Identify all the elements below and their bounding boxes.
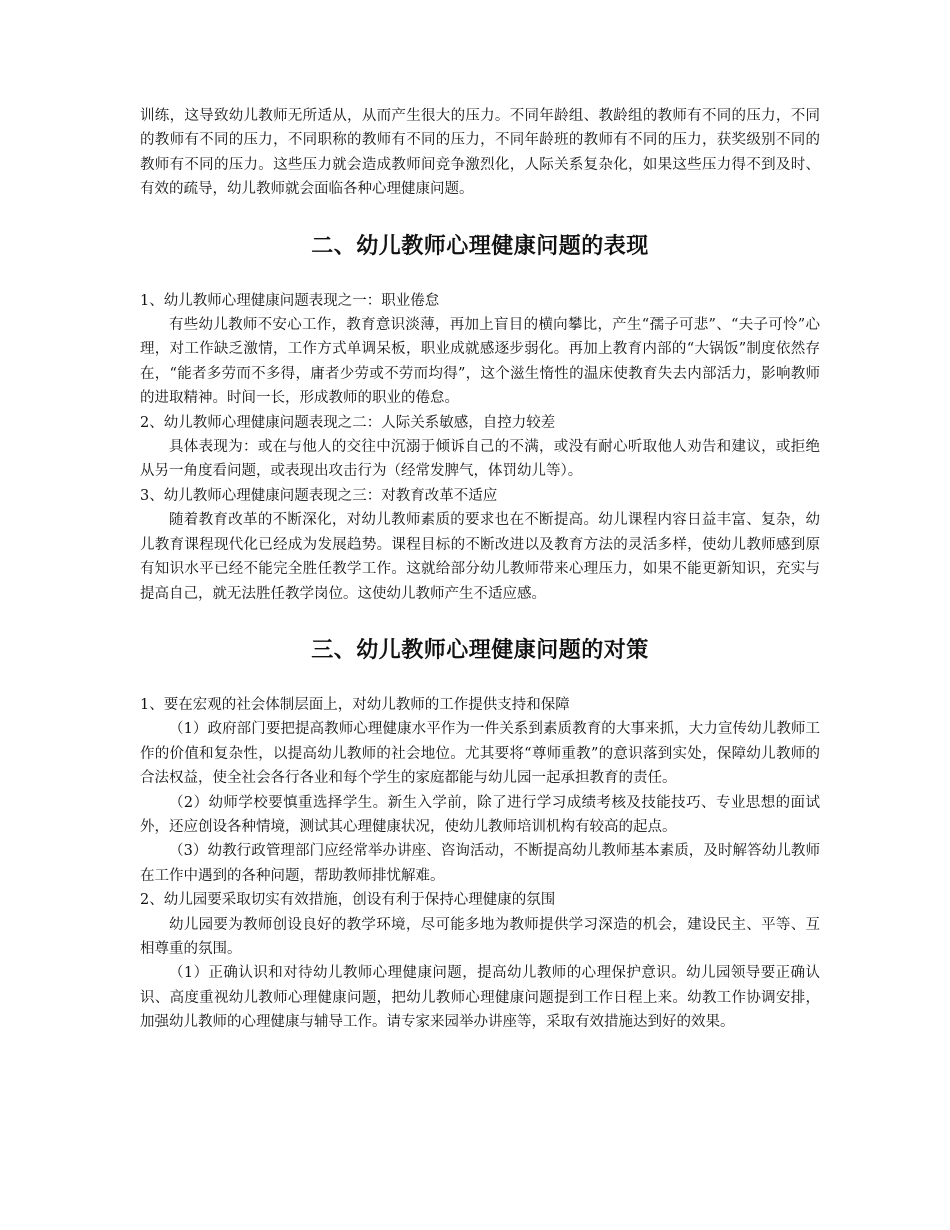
intro-paragraph: 训练，这导致幼儿教师无所适从，从而产生很大的压力。不同年龄组、教龄组的教师有不同的压力，不同的教师有不同的压力，不同职称的教师有不同的压力，不同年龄班的教师有不同的压力，获奖级别不同的教师有不同的压力。这些压力就会造成教师间竞争激烈化，人际关系复杂化，如果这些压力得不到及时、有效的疏导，幼儿教师就会面临各种心理健康问题。 <box>140 108 820 198</box>
section-2-item-1-body: 有些幼儿教师不安心工作，教育意识淡薄，再加上盲目的横向攀比，产生“孺子可悲”、“夫子可怜”心理，对工作缺乏激情，工作方式单调呆板，职业成就感逐步弱化。再加上教育内部的“大锅饭”制度依然存在，“能者多劳而不多得，庸者少劳或不劳而均得”，这个滋生惰性的温床使教育失去内部活力，影响教师的进取精神。时间一长，形成教师的职业的倦怠。 <box>140 317 820 407</box>
section-3-item-2-point-1: （1）正确认识和对待幼儿教师心理健康问题，提高幼儿教师的心理保护意识。幼儿园领导要正确认识、高度重视幼儿教师心理健康问题，把幼儿教师心理健康问题提到工作日程上来。幼教工作协调安排，加强幼儿教师的心理健康与辅导工作。请专家来园举办讲座等，采取有效措施达到好的效果。 <box>140 965 820 1031</box>
section-3-heading: 三、幼儿教师心理健康问题的对策 <box>311 637 649 663</box>
document-page <box>140 104 820 1035</box>
section-3-item-2-title: 2、幼儿园要采取切实有效措施，创设有利于保持心理健康的氛围 <box>140 892 556 909</box>
section-2-item-2-title: 2、幼儿教师心理健康问题表现之二：人际关系敏感，自控力较差 <box>140 414 556 431</box>
section-3-item-2-body: 幼儿园要为教师创设良好的教学环境，尽可能多地为教师提供学习深造的机会，建设民主、平等、互相尊重的氛围。 <box>140 916 820 957</box>
section-2-item-3-body: 随着教育改革的不断深化，对幼儿教师素质的要求也在不断提高。幼儿课程内容日益丰富、复杂，幼儿教育课程现代化已经成为发展趋势。课程目标的不断改进以及教育方法的灵活多样，使幼儿教师感到原有知识水平已经不能完全胜任教学工作。这就给部分幼儿教师带来心理压力，如果不能更新知识，充实与提高自己，就无法胜任教学岗位。这使幼儿教师产生不适应感。 <box>140 512 820 602</box>
section-2-item-3-title: 3、幼儿教师心理健康问题表现之三：对教育改革不适应 <box>140 487 498 504</box>
section-3-item-1-point-2: （2）幼师学校要慎重选择学生。新生入学前，除了进行学习成绩考核及技能技巧、专业思想的面试外，还应创设各种情境，测试其心理健康状况，使幼儿教师培训机构有较高的起点。 <box>140 794 820 835</box>
section-3-item-1-point-1: （1）政府部门要把提高教师心理健康水平作为一件关系到素质教育的大事来抓，大力宣传幼儿教师工作的价值和复杂性，以提高幼儿教师的社会地位。尤其要将“尊师重教”的意识落到实处，保障幼儿教师的合法权益，使全社会各行各业和每个学生的家庭都能与幼儿园一起承担教育的责任。 <box>140 721 820 787</box>
section-2-heading: 二、幼儿教师心理健康问题的表现 <box>311 233 649 259</box>
section-3-item-1-title: 1、要在宏观的社会体制层面上，对幼儿教师的工作提供支持和保障 <box>140 696 570 713</box>
section-2-item-2-body: 具体表现为：或在与他人的交往中沉溺于倾诉自己的不满，或没有耐心听取他人劝告和建议，或拒绝从另一角度看问题，或表现出攻击行为（经常发脾气，体罚幼儿等）。 <box>140 439 820 480</box>
section-3-item-1-point-3: （3）幼教行政管理部门应经常举办讲座、咨询活动，不断提高幼儿教师基本素质，及时解答幼儿教师在工作中遇到的各种问题，帮助教师排忧解难。 <box>140 843 820 884</box>
section-2-item-1-title: 1、幼儿教师心理健康问题表现之一：职业倦怠 <box>140 292 440 309</box>
